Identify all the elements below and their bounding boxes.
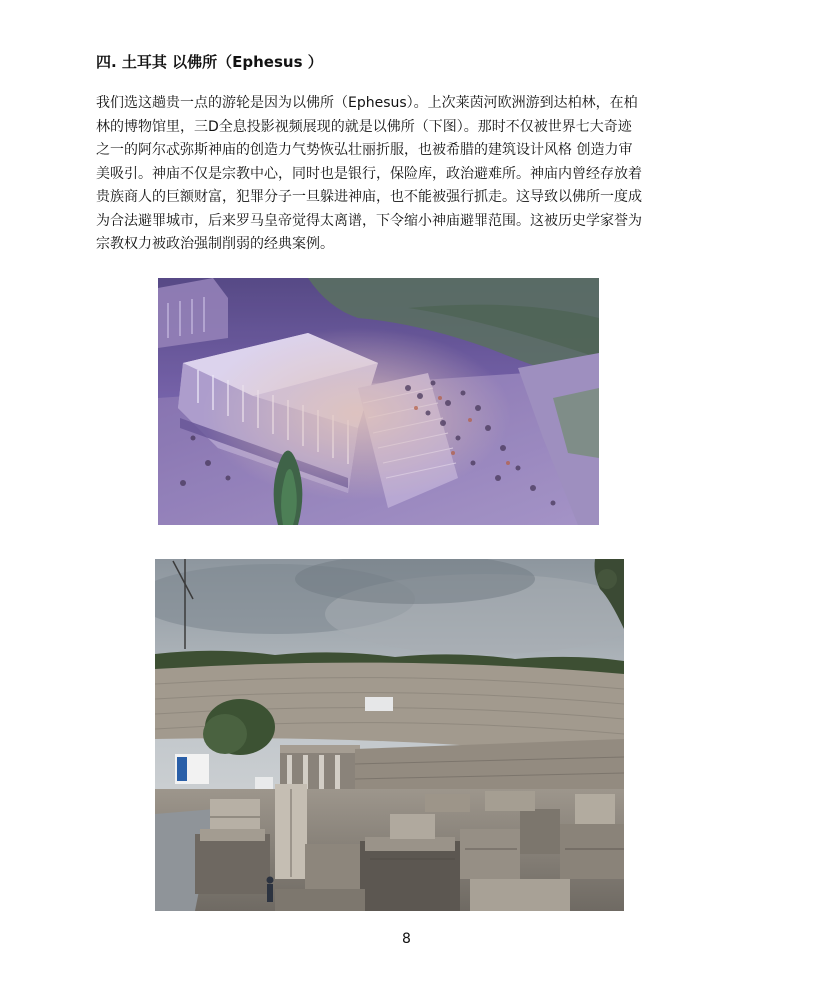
paragraph-line: 我们选这趟贵一点的游轮是因为以佛所（Ephesus）。上次莱茵河欧洲游到达柏林，在柏 [96, 95, 638, 111]
paragraph-line: 贵族商人的巨额财富，犯罪分子一旦躲进神庙，也不能被强行抓走。这导致以佛所一度成 [96, 189, 642, 205]
page-number: 8 [402, 931, 411, 947]
body-paragraph [96, 92, 726, 257]
paragraph-line: 美吸引。神庙不仅是宗教中心，同时也是银行，保险库，政治避难所。神庙内曾经存放着 [96, 165, 642, 182]
paragraph-line: 之一的阿尔忒弥斯神庙的创造力气势恢弘壮丽折服，也被希腊的建筑设计风格 创造力审 [96, 142, 633, 158]
paragraph-line: 为合法避罪城市，后来罗马皇帝觉得太离谱，下令缩小神庙避罪范围。这被历史学家誉为 [96, 212, 642, 229]
paragraph-line: 林的博物馆里，三D全息投影视频展现的就是以佛所（下图）。那时不仅被世界七大奇迹 [96, 118, 632, 135]
temple-reconstruction-image [158, 278, 599, 525]
ephesus-ruins-photo [155, 559, 624, 911]
paragraph-line: 宗教权力被政治强制削弱的经典案例。 [96, 236, 334, 252]
section-heading: 四. 土耳其 以佛所（Ephesus ） [96, 53, 323, 71]
